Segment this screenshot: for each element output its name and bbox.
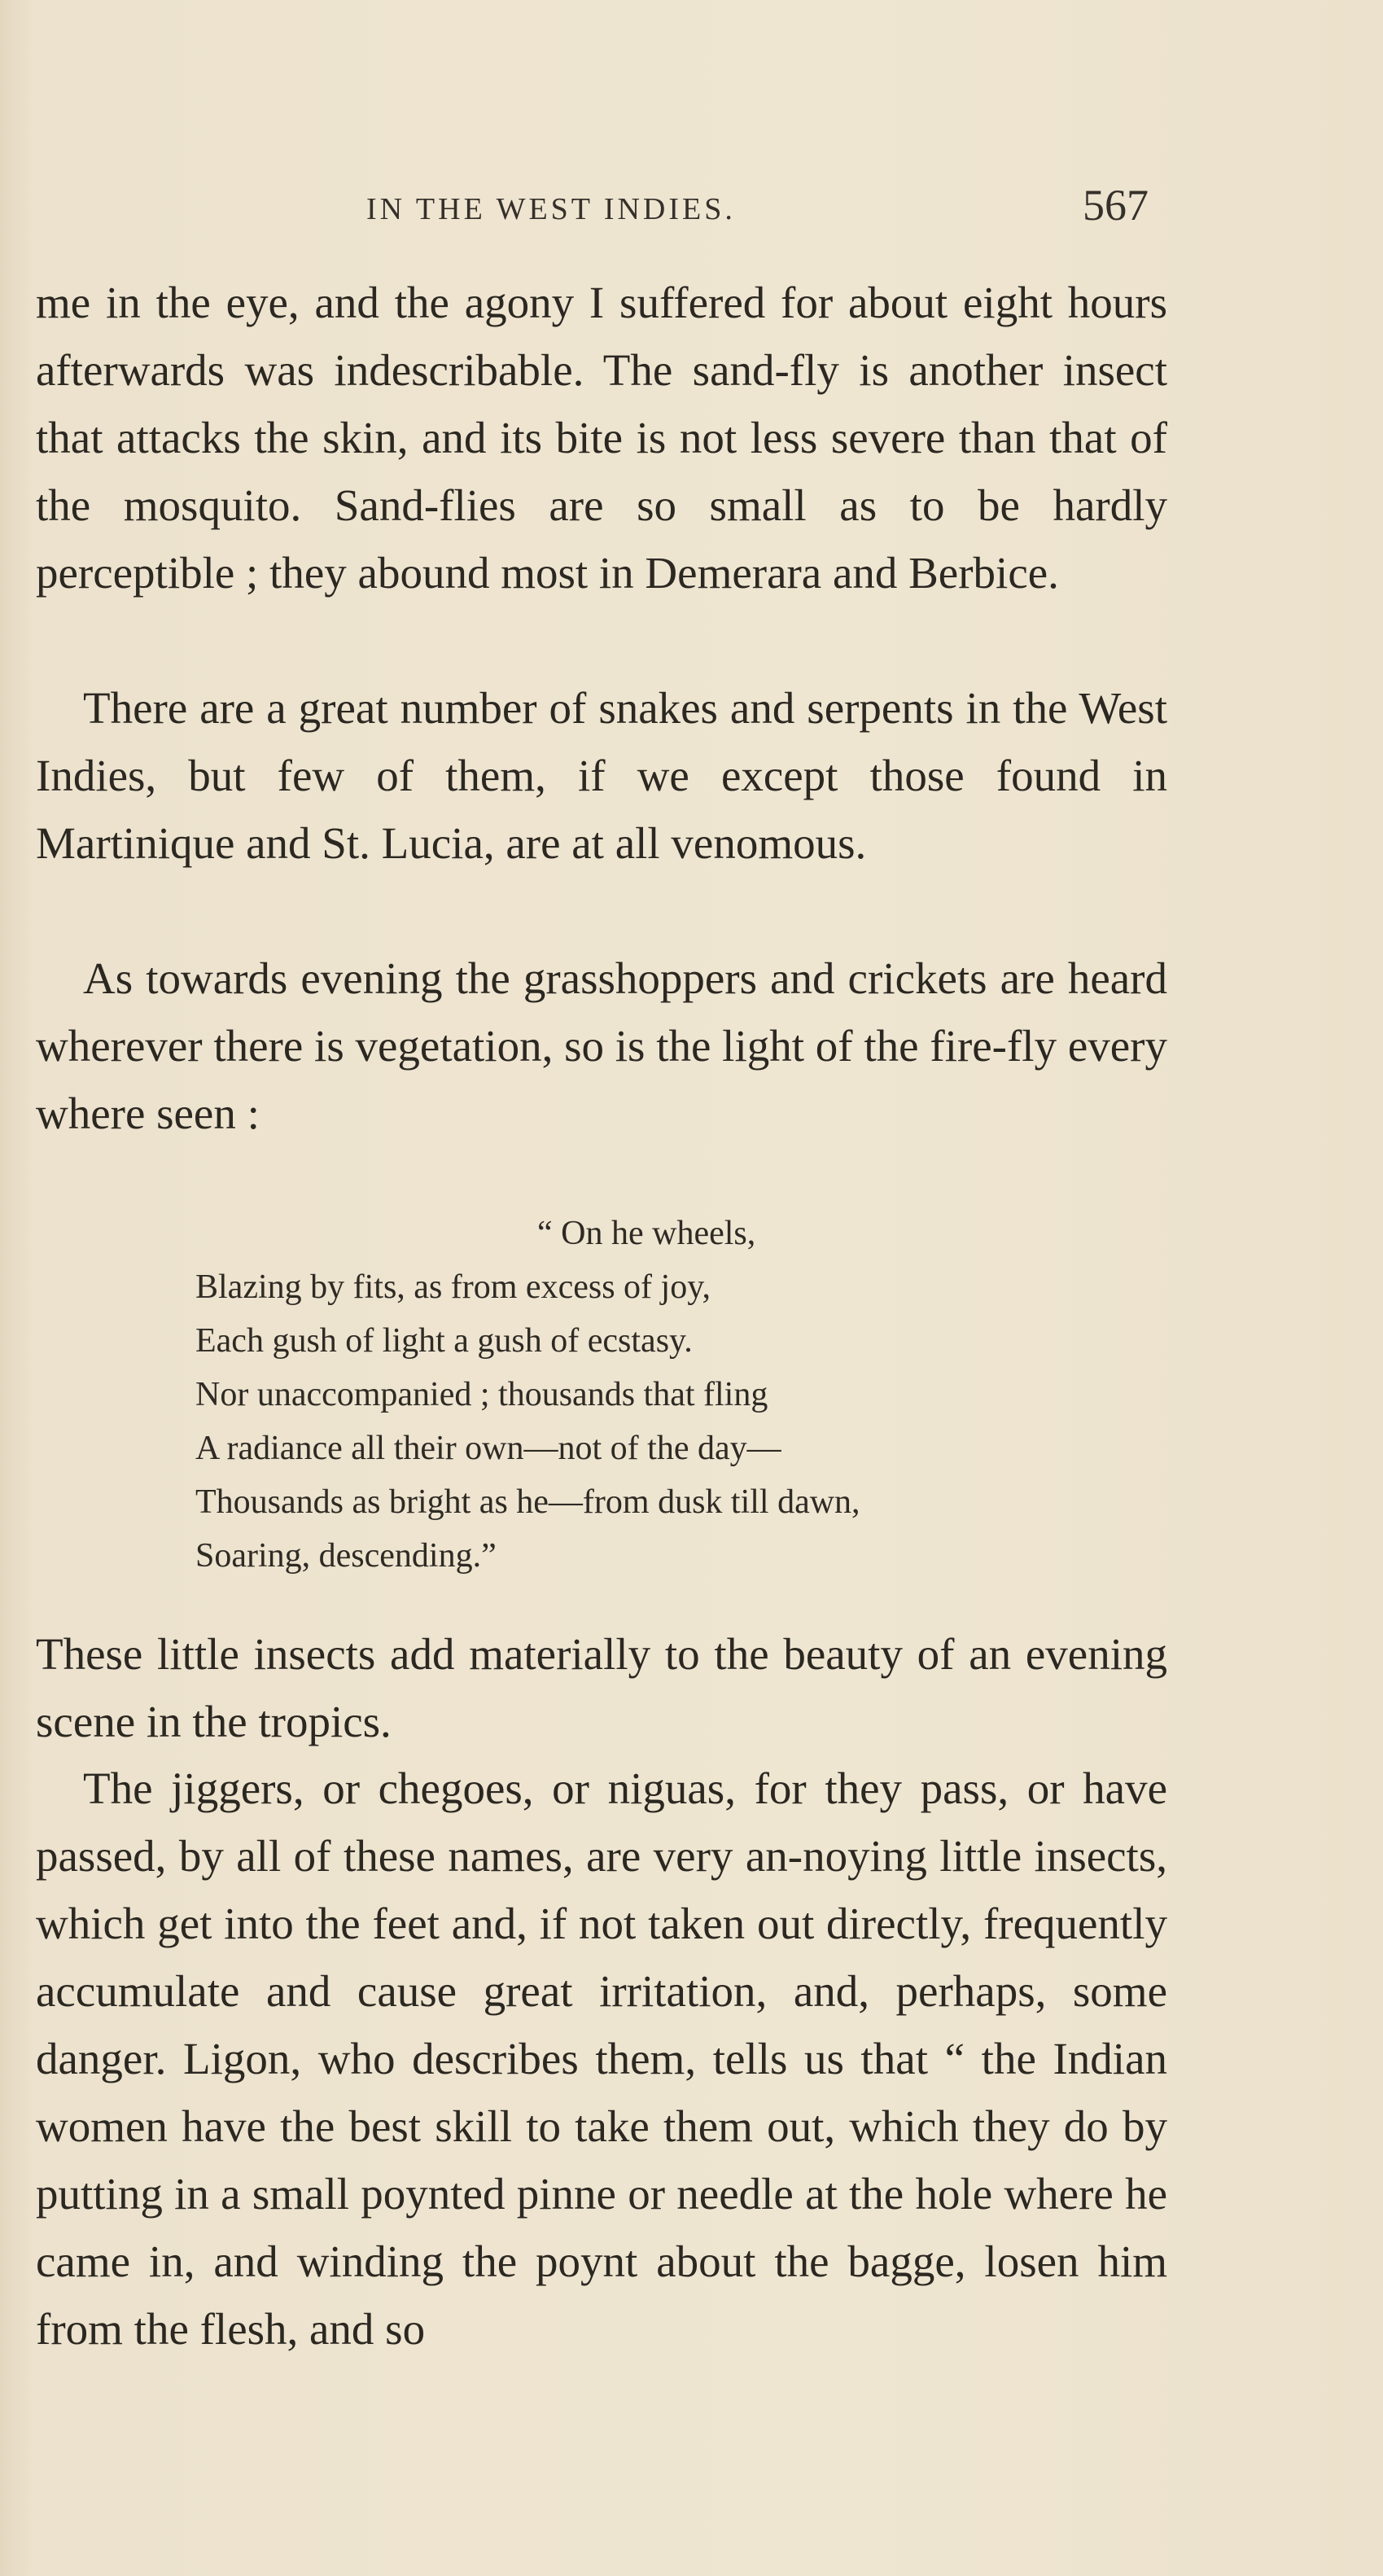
poem-line: Thousands as bright as he—from dusk till dawn, [195, 1483, 860, 1521]
poem-line: Nor unaccompanied ; thousands that fling [195, 1376, 768, 1413]
page-number: 567 [1083, 181, 1149, 230]
paragraph-text: These little insects add materially to the beauty of an evening scene in the tropics. [36, 1629, 1167, 1746]
paragraph-text: me in the eye, and the agony I suffered for about eight hours afterwards was indescribable. The sand-fly is another insect that attacks the skin, and its bite is not less severe than that of the mosquito. Sand-flies are so small as to be hardly perceptible ; they abound most in Demerara and Berbice. [36, 278, 1167, 598]
poem-line: Blazing by fits, as from excess of joy, [195, 1268, 711, 1306]
paragraph-text: The jiggers, or chegoes, or niguas, for they pass, or have passed, by all of these names, are very an-noying little insects, which get into the feet and, if not taken out directly, frequently accumulate and cause great irritation, and, perhaps, some danger. Ligon, who describes them, tells us that “ the Indian women have the best skill to take them out, which they do by putting in a small poynted pinne or needle at the hole where he came in, and winding the poynt about the bagge, losen him from the flesh, and so [36, 1763, 1167, 2354]
paragraph-text: As towards evening the grasshoppers and crickets are heard wherever there is vegetation, so is the light of the fire-fly every where seen : [36, 953, 1167, 1138]
paragraph-snakes [36, 674, 1167, 877]
poem-line: Each gush of light a gush of ecstasy. [195, 1322, 693, 1360]
paragraph-insects-beauty [36, 1620, 1167, 1755]
running-head [33, 175, 1172, 240]
paragraph-continuation [36, 269, 1167, 607]
poem-line: “ On he wheels, [537, 1215, 756, 1252]
paragraph-fireflies [36, 944, 1167, 1147]
paragraph-jiggers [36, 1755, 1167, 2363]
poem-quotation [195, 1207, 1091, 1583]
poem-line: Soaring, descending.” [195, 1537, 497, 1575]
paragraph-text: There are a great number of snakes and serpents in the West Indies, but few of them, if we except those found in Martinique and St. Lucia, are at all venomous. [36, 683, 1167, 868]
running-title: IN THE WEST INDIES. [366, 192, 736, 226]
poem-line: A radiance all their own—not of the day— [195, 1430, 781, 1467]
